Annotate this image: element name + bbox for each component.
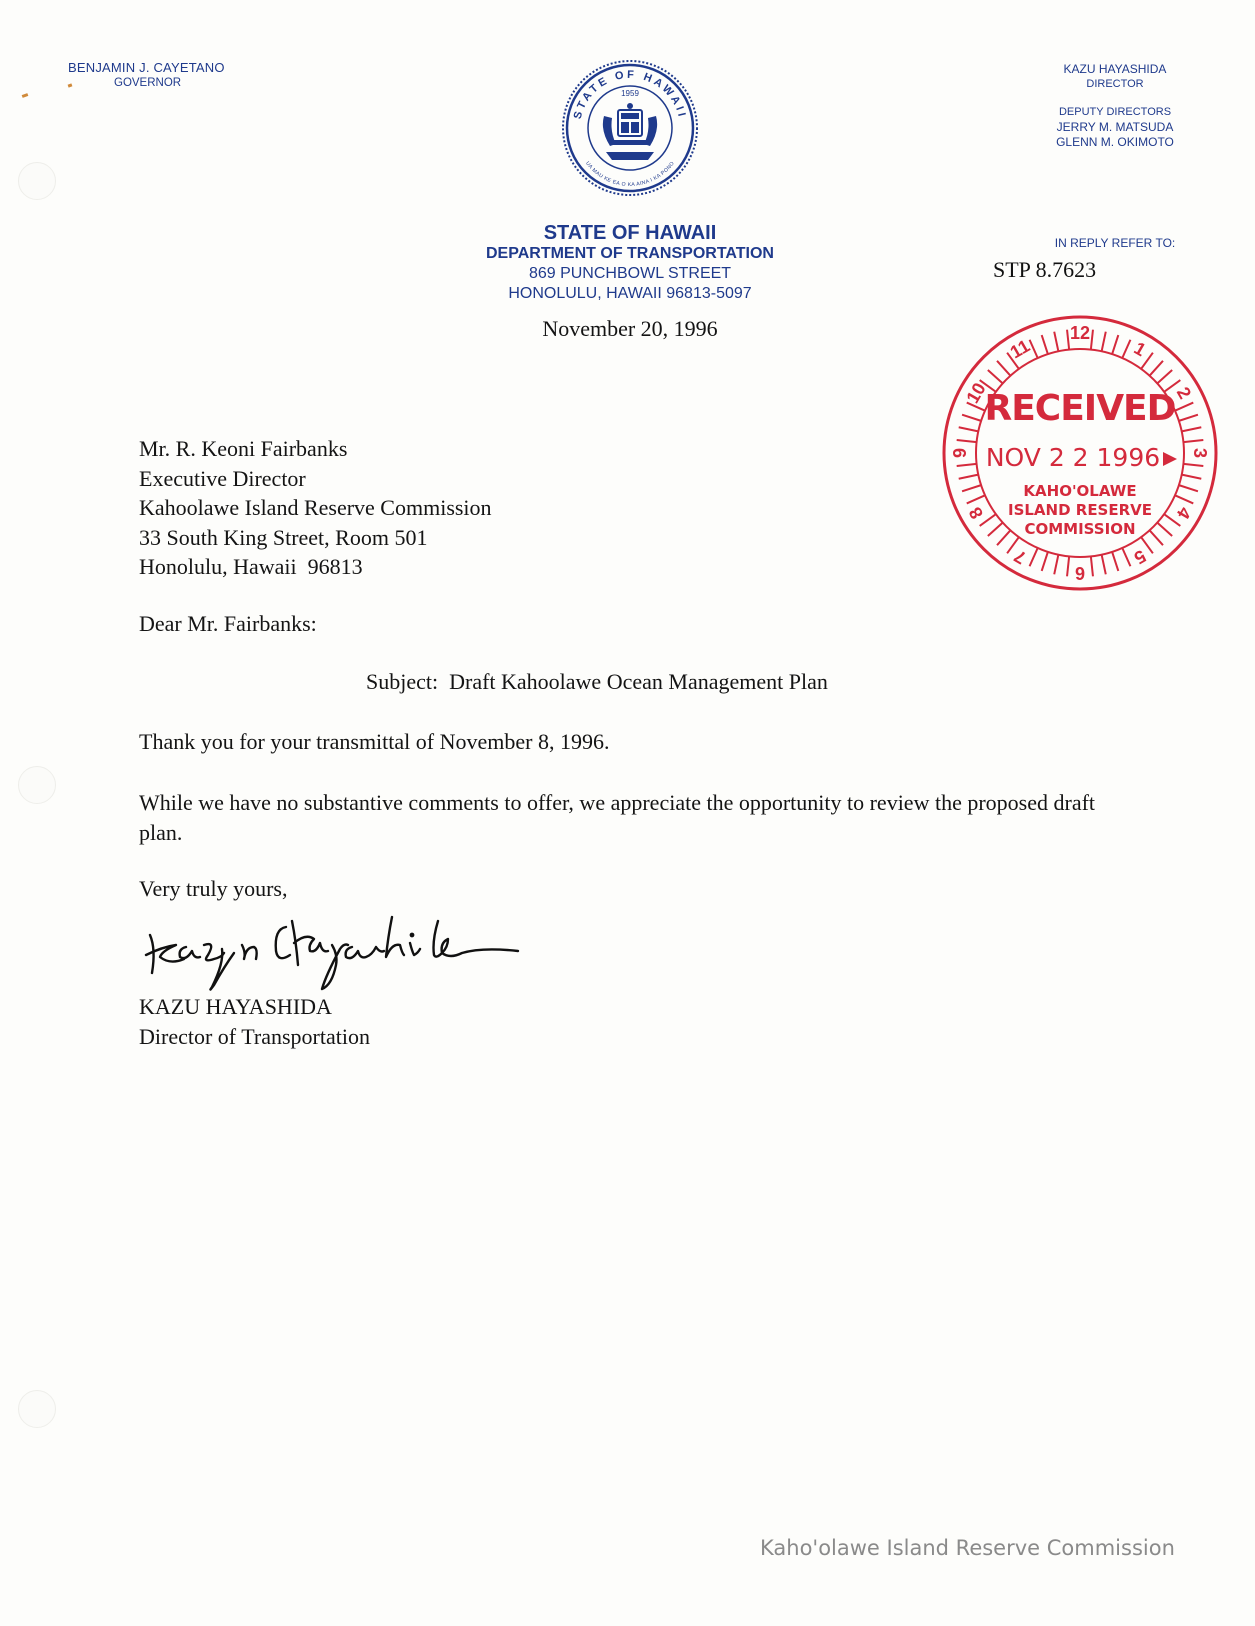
stamp-dial-tick bbox=[1175, 495, 1193, 503]
stamp-dial-tick bbox=[959, 427, 979, 431]
stamp-dial-tick bbox=[1042, 335, 1048, 354]
stamp-dial-tick bbox=[1067, 330, 1069, 350]
stamp-dial-tick bbox=[962, 485, 981, 491]
stamp-dial-number: 7 bbox=[1010, 545, 1030, 569]
stamp-dial-tick bbox=[1150, 361, 1163, 376]
stamp-dial-number: 9 bbox=[950, 447, 970, 459]
department-street: 869 PUNCHBOWL STREET bbox=[528, 265, 732, 282]
stamp-dial-tick bbox=[997, 530, 1010, 545]
address-line: Kahoolawe Island Reserve Commission bbox=[139, 495, 492, 520]
deputy-name: GLENN M. OKIMOTO bbox=[1056, 135, 1174, 149]
stamp-dial-number: 5 bbox=[1130, 545, 1150, 569]
department-city: HONOLULU, HAWAII 96813-5097 bbox=[508, 285, 752, 302]
seal-emblem bbox=[603, 103, 657, 160]
signer-block bbox=[139, 992, 370, 1052]
punch-hole bbox=[18, 1390, 56, 1428]
stamp-dial-tick bbox=[1067, 556, 1069, 576]
director-block bbox=[1040, 62, 1190, 150]
stamp-dial-tick bbox=[1157, 523, 1172, 536]
recipient-address bbox=[139, 434, 492, 582]
stamp-dial-number: 6 bbox=[1074, 563, 1086, 583]
paper-speck bbox=[22, 93, 29, 98]
governor-name: BENJAMIN J. CAYETANO bbox=[68, 60, 225, 75]
stamp-dial-tick bbox=[1042, 552, 1048, 571]
reply-label: IN REPLY REFER TO: bbox=[1054, 236, 1176, 250]
seal-motto: UA MAU KE EA O KA AINA I KA PONO bbox=[584, 160, 676, 189]
stamp-dial-number: 8 bbox=[964, 503, 988, 523]
stamp-dial-tick bbox=[1102, 332, 1106, 352]
deputy-label: DEPUTY DIRECTORS bbox=[1058, 106, 1172, 118]
stamp-dial-tick bbox=[1182, 475, 1202, 479]
stamp-dial-number: 2 bbox=[1172, 383, 1196, 403]
stamp-dial-tick bbox=[1183, 464, 1203, 466]
stamp-dial-number: 10 bbox=[962, 379, 990, 407]
state-seal bbox=[560, 58, 700, 198]
stamp-dial-tick bbox=[1179, 485, 1198, 491]
department-heading bbox=[430, 222, 830, 304]
stamp-dial-tick bbox=[959, 475, 979, 479]
closing: Very truly yours, bbox=[139, 876, 288, 901]
department-name: DEPARTMENT OF TRANSPORTATION bbox=[486, 245, 774, 262]
stamp-dial-number: 12 bbox=[1069, 323, 1091, 343]
stamp-dial-tick bbox=[1054, 332, 1058, 352]
stamp-dial-tick bbox=[962, 415, 981, 421]
stamp-received: RECEIVED bbox=[984, 388, 1176, 429]
stamp-arrow bbox=[1163, 452, 1177, 466]
signer-name: KAZU HAYASHIDA bbox=[139, 994, 332, 1019]
stamp-dial-tick bbox=[957, 464, 977, 466]
stamp-dial-tick bbox=[1122, 340, 1130, 358]
stamp-dial-tick bbox=[1030, 548, 1038, 566]
stamp-dial-tick bbox=[1157, 370, 1172, 383]
stamp-dial-tick bbox=[967, 495, 985, 503]
handwritten-signature bbox=[142, 913, 522, 993]
stamp-dial-tick bbox=[988, 523, 1003, 536]
letter-date: November 20, 1996 bbox=[542, 316, 718, 341]
stamp-dial-tick bbox=[1175, 403, 1193, 411]
stamp-dial-number: 4 bbox=[1172, 503, 1196, 523]
paper-speck bbox=[68, 83, 73, 87]
stamp-dial-number: 3 bbox=[1190, 447, 1210, 459]
stamp-dial-tick bbox=[1091, 556, 1093, 576]
deputy-name: JERRY M. MATSUDA bbox=[1056, 120, 1174, 134]
footer-credit: Kaho'olawe Island Reserve Commission bbox=[760, 1536, 1175, 1560]
stamp-dial-tick bbox=[1179, 415, 1198, 421]
received-stamp bbox=[935, 308, 1225, 598]
stamp-dial-tick bbox=[1182, 427, 1202, 431]
stamp-org-line: ISLAND RESERVE bbox=[1007, 501, 1153, 519]
stamp-org-line: KAHO'OLAWE bbox=[1023, 482, 1137, 500]
salutation: Dear Mr. Fairbanks: bbox=[139, 611, 317, 636]
stamp-dial-tick bbox=[1141, 353, 1153, 369]
stamp-dial-tick bbox=[988, 370, 1003, 383]
stamp-dial-tick bbox=[1007, 537, 1019, 553]
seal-text: STATE OF HAWAII bbox=[571, 68, 689, 121]
governor-title: GOVERNOR bbox=[114, 77, 182, 89]
subject-line: Subject: Draft Kahoolawe Ocean Management Plan bbox=[366, 669, 828, 694]
stamp-dial-tick bbox=[997, 361, 1010, 376]
stamp-dial-tick bbox=[957, 440, 977, 442]
stamp-dial-number: 1 bbox=[1130, 337, 1150, 361]
director-title: DIRECTOR bbox=[1086, 78, 1144, 90]
seal-year: 1959 bbox=[621, 89, 639, 98]
punch-hole bbox=[18, 766, 56, 804]
address-line: Executive Director bbox=[139, 465, 306, 491]
reference-number: STP 8.7623 bbox=[993, 257, 1097, 282]
stamp-dial-tick bbox=[1054, 555, 1058, 575]
stamp-dial-tick bbox=[1122, 548, 1130, 566]
body-paragraph: Thank you for your transmittal of November 8, 1996. bbox=[139, 729, 610, 754]
body-paragraph: While we have no substantive comments to offer, we appreciate the opportunity to review the proposed draft plan. bbox=[139, 790, 1096, 845]
punch-hole bbox=[18, 162, 56, 200]
address-line: Mr. R. Keoni Fairbanks bbox=[139, 436, 348, 461]
stamp-dial-number: 11 bbox=[1006, 335, 1034, 363]
signer-title: Director of Transportation bbox=[139, 1024, 370, 1049]
address-line: Honolulu, Hawaii 96813 bbox=[139, 554, 363, 579]
stamp-dial-tick bbox=[1150, 530, 1163, 545]
stamp-dial-tick bbox=[1164, 514, 1180, 526]
stamp-dial-tick bbox=[1091, 330, 1093, 350]
stamp-dial-tick bbox=[1112, 552, 1118, 571]
stamp-org-line: COMMISSION bbox=[1024, 520, 1136, 538]
stamp-dial-tick bbox=[1183, 440, 1203, 442]
state-name: STATE OF HAWAII bbox=[543, 222, 717, 244]
address-line: 33 South King Street, Room 501 bbox=[139, 524, 428, 550]
stamp-dial-tick bbox=[1112, 335, 1118, 354]
stamp-date: NOV 2 2 1996 bbox=[985, 443, 1161, 472]
stamp-dial-tick bbox=[1102, 555, 1106, 575]
director-name: KAZU HAYASHIDA bbox=[1063, 62, 1167, 76]
